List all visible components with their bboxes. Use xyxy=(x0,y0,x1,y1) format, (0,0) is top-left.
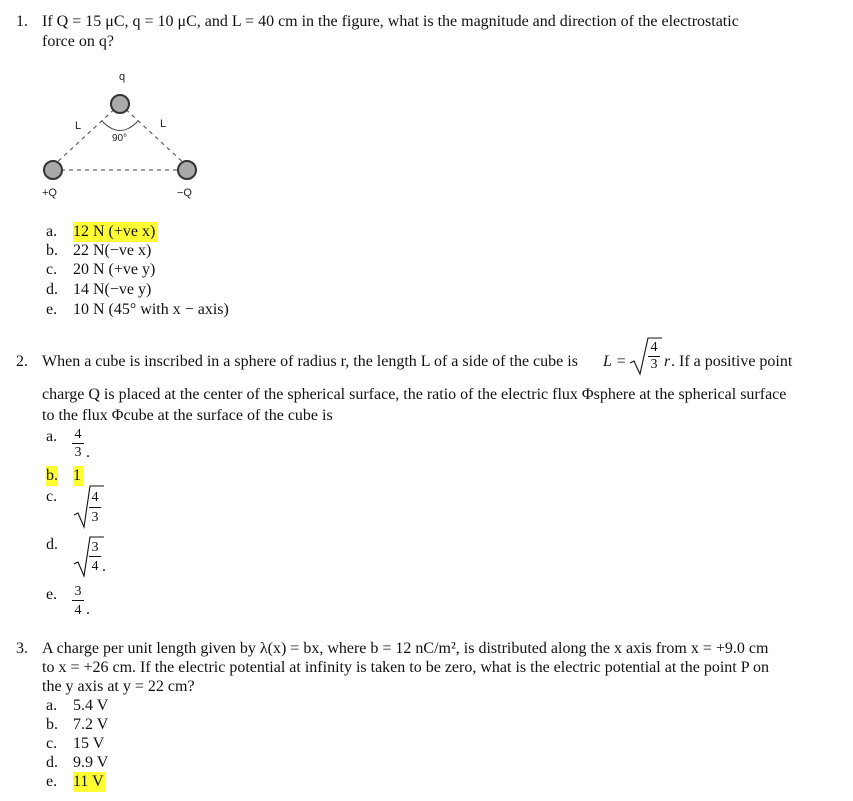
fraction-bar xyxy=(72,443,84,444)
charge-triangle-figure xyxy=(38,62,208,202)
fraction-numerator: 3 xyxy=(74,584,82,599)
option-letter: e. xyxy=(46,301,58,318)
option-b-answer[interactable]: 1 xyxy=(73,466,84,486)
formula-tail: r xyxy=(664,353,671,370)
question-stem-line: When a cube is inscribed in a sphere of radius r, the length L of a side of the cube is xyxy=(42,353,578,370)
fraction-tail: . xyxy=(86,601,90,618)
fraction-denominator: 3 xyxy=(91,510,99,525)
plus-Q-label: +Q xyxy=(42,187,57,199)
option-letter: e. xyxy=(46,773,58,790)
fraction-bar xyxy=(89,507,101,508)
fraction-denominator: 3 xyxy=(74,445,82,460)
question-stem-line: the y axis at y = 22 cm? xyxy=(42,678,195,695)
question-stem-line: charge Q is placed at the center of the spherical surface, the ratio of the electric flux Φsphere at the spherical surface xyxy=(42,386,787,403)
fraction-numerator: 4 xyxy=(74,427,82,442)
top-charge-label: q xyxy=(119,71,126,83)
option-b-answer[interactable]: 22 N(−ve x) xyxy=(73,242,152,259)
fraction-numerator: 3 xyxy=(91,540,99,555)
left-side-label: L xyxy=(75,120,82,132)
option-a-answer[interactable]: 12 N (+ve x) xyxy=(73,223,156,240)
option-d-answer[interactable]: 14 N(−ve y) xyxy=(73,281,152,298)
fraction-denominator: 4 xyxy=(91,559,99,574)
option-c-answer[interactable]: 15 V xyxy=(73,735,105,752)
charge-plus-Q-circle xyxy=(44,161,62,179)
fraction-tail: . xyxy=(102,558,106,575)
option-letter: a. xyxy=(46,223,58,240)
angle-arc xyxy=(102,121,138,131)
charge-q-circle xyxy=(111,95,129,113)
fraction-tail: . xyxy=(86,444,90,461)
option-e-answer[interactable]: 11 V xyxy=(73,773,104,790)
question-number: 3. xyxy=(16,640,28,657)
option-letter: c. xyxy=(46,488,58,505)
right-side-line xyxy=(120,104,187,166)
fraction-bar xyxy=(89,556,101,557)
option-a-answer[interactable]: 5.4 V xyxy=(73,697,109,714)
option-letter: a. xyxy=(46,428,58,445)
option-letter: b. xyxy=(46,716,58,733)
option-letter: d. xyxy=(46,536,58,553)
question-stem-line: . If a positive point xyxy=(671,353,793,370)
angle-label: 90° xyxy=(112,133,128,144)
option-d-answer[interactable]: 9.9 V xyxy=(73,754,109,771)
option-c-answer[interactable]: 20 N (+ve y) xyxy=(73,261,156,278)
question-number: 1. xyxy=(16,13,28,30)
fraction-denominator: 4 xyxy=(74,603,82,618)
option-letter: e. xyxy=(46,586,58,603)
option-letter: a. xyxy=(46,697,58,714)
question-stem-line: to x = +26 cm. If the electric potential at infinity is taken to be zero, what is the electric potential at the point P on xyxy=(42,659,770,676)
question-number: 2. xyxy=(16,353,28,370)
question-stem-line: If Q = 15 μC, q = 10 μC, and L = 40 cm in the figure, what is the magnitude and direction of the electrostatic xyxy=(42,13,739,30)
question-stem-line: to the flux Φcube at the surface of the cube is xyxy=(42,407,333,424)
option-letter: c. xyxy=(46,735,58,752)
option-e-answer[interactable]: 10 N (45° with x − axis) xyxy=(73,301,229,318)
fraction-bar xyxy=(72,600,84,601)
question-stem-line: force on q? xyxy=(42,33,114,50)
charge-minus-Q-circle xyxy=(178,161,196,179)
minus-Q-label: −Q xyxy=(177,187,192,199)
option-letter: b. xyxy=(46,467,58,484)
question-stem-line: A charge per unit length given by λ(x) = bx, where b = 12 nC/m², is distributed along the x axis from x = +9.0 cm xyxy=(42,640,769,657)
right-side-label: L xyxy=(160,118,167,130)
option-letter: d. xyxy=(46,281,58,298)
option-letter: b. xyxy=(46,242,58,259)
formula-numerator: 4 xyxy=(650,340,658,355)
option-letter: d. xyxy=(46,754,58,771)
option-letter: c. xyxy=(46,261,58,278)
option-b-answer[interactable]: 7.2 V xyxy=(73,716,109,733)
fraction-numerator: 4 xyxy=(91,490,99,505)
formula-denominator: 3 xyxy=(650,357,658,372)
formula-lhs: L = xyxy=(603,353,627,370)
left-side-line xyxy=(53,104,120,166)
